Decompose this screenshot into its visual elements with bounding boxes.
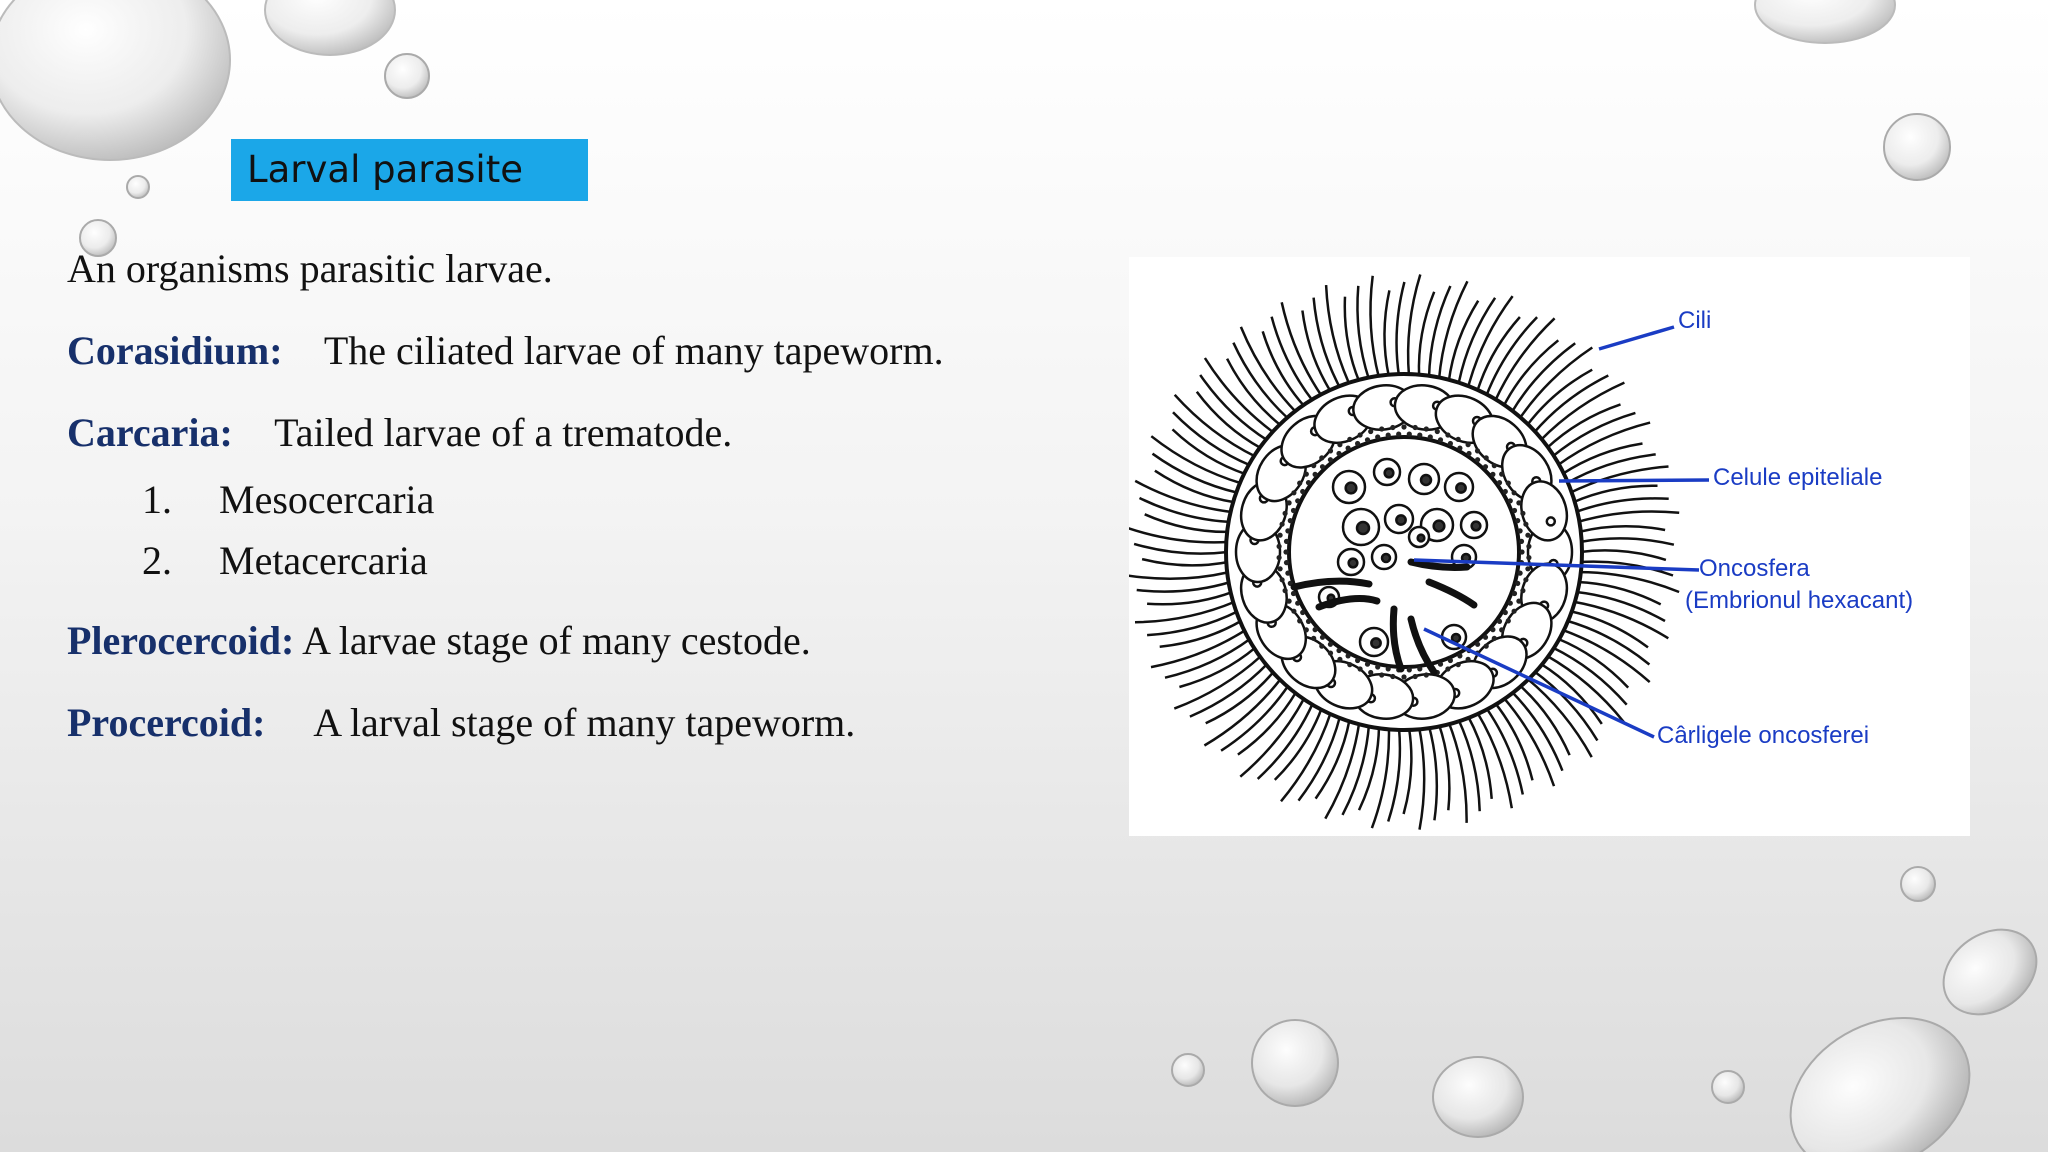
coracidium-figure bbox=[1129, 257, 1970, 836]
granule bbox=[1396, 432, 1401, 437]
granule bbox=[1407, 667, 1412, 672]
granule bbox=[1466, 451, 1471, 456]
definition-plerocercoid-text: A larvae stage of many cestode. bbox=[302, 618, 811, 663]
granule bbox=[1355, 658, 1360, 663]
cilium bbox=[1580, 538, 1674, 544]
inner-membrane bbox=[1289, 437, 1519, 667]
granule bbox=[1295, 498, 1300, 503]
granule bbox=[1379, 672, 1384, 677]
cilium bbox=[1137, 582, 1231, 592]
cilium bbox=[1419, 292, 1434, 377]
granule bbox=[1337, 442, 1342, 447]
granule bbox=[1483, 464, 1488, 469]
granule bbox=[1336, 451, 1341, 456]
granule bbox=[1492, 636, 1497, 641]
granule bbox=[1358, 432, 1363, 437]
cilium bbox=[1449, 722, 1467, 823]
granule bbox=[1520, 511, 1525, 516]
cilium bbox=[1145, 514, 1229, 532]
granule bbox=[1284, 560, 1289, 565]
granule bbox=[1515, 518, 1520, 523]
cilium bbox=[1384, 290, 1389, 376]
list-number-1: 1. bbox=[142, 477, 172, 522]
cilium bbox=[1370, 276, 1379, 378]
granule bbox=[1320, 635, 1325, 640]
granule bbox=[1379, 426, 1384, 431]
cilium bbox=[1155, 471, 1235, 503]
nucleus-dot bbox=[1346, 483, 1357, 494]
granule bbox=[1328, 457, 1333, 462]
granule bbox=[1490, 627, 1495, 632]
granule bbox=[1401, 674, 1406, 679]
cilium bbox=[1404, 728, 1412, 814]
granule bbox=[1525, 533, 1530, 538]
granule bbox=[1328, 448, 1333, 453]
cilium bbox=[1579, 526, 1665, 532]
nucleus-dot bbox=[1456, 483, 1465, 492]
cilium bbox=[1580, 550, 1666, 560]
granule bbox=[1313, 472, 1318, 477]
granule bbox=[1484, 644, 1489, 649]
slide-title: Larval parasite bbox=[231, 139, 588, 201]
granule bbox=[1346, 446, 1351, 451]
granule bbox=[1287, 500, 1292, 505]
granule bbox=[1466, 442, 1471, 447]
list-number-2: 2. bbox=[142, 538, 172, 583]
granule bbox=[1390, 674, 1395, 679]
granule bbox=[1283, 588, 1288, 593]
granule bbox=[1475, 642, 1480, 647]
granule bbox=[1413, 674, 1418, 679]
cilium bbox=[1153, 454, 1239, 493]
cilium bbox=[1429, 726, 1437, 820]
granule bbox=[1448, 658, 1453, 663]
granule bbox=[1523, 577, 1528, 582]
granule bbox=[1311, 463, 1316, 468]
granule bbox=[1300, 610, 1305, 615]
cilium bbox=[1299, 716, 1341, 801]
cilium bbox=[1557, 639, 1628, 688]
granule bbox=[1518, 571, 1523, 576]
granule bbox=[1492, 463, 1497, 468]
cilium bbox=[1147, 592, 1233, 604]
granule bbox=[1424, 426, 1429, 431]
cilium bbox=[1275, 708, 1322, 780]
cell-nucleus bbox=[1547, 517, 1555, 525]
granule bbox=[1525, 566, 1530, 571]
granule bbox=[1438, 437, 1443, 442]
definition-corasidium-text: The ciliated larvae of many tapeworm. bbox=[323, 328, 944, 373]
list-item-metacercaria: Metacercaria bbox=[219, 538, 428, 583]
granule bbox=[1355, 441, 1360, 446]
term-plerocercoid: Plerocercoid: bbox=[67, 618, 295, 663]
cilium bbox=[1325, 722, 1359, 818]
granule bbox=[1337, 657, 1342, 662]
granule bbox=[1520, 588, 1525, 593]
granule bbox=[1456, 437, 1461, 442]
label-carligele-oncosferei: Cârligele oncosferei bbox=[1657, 722, 1870, 749]
granule bbox=[1297, 618, 1302, 623]
granule bbox=[1368, 670, 1373, 675]
cilium bbox=[1575, 498, 1668, 512]
granule bbox=[1417, 666, 1422, 671]
granule bbox=[1499, 627, 1504, 632]
cilium bbox=[1579, 572, 1679, 592]
granule bbox=[1304, 472, 1309, 477]
cilium bbox=[1486, 317, 1537, 396]
granule bbox=[1526, 544, 1531, 549]
cilium bbox=[1419, 727, 1424, 829]
granule bbox=[1346, 653, 1351, 658]
granule bbox=[1306, 619, 1311, 624]
granule bbox=[1417, 433, 1422, 438]
granule bbox=[1358, 666, 1363, 671]
definition-procercoid bbox=[67, 699, 855, 746]
nucleus-dot bbox=[1418, 535, 1425, 542]
definition-corasidium bbox=[67, 327, 944, 374]
granule bbox=[1365, 662, 1370, 667]
granule bbox=[1497, 480, 1502, 485]
cilium bbox=[1570, 611, 1648, 647]
cilium bbox=[1577, 511, 1679, 522]
granule bbox=[1490, 472, 1495, 477]
granule bbox=[1424, 672, 1429, 677]
granule bbox=[1280, 577, 1285, 582]
granule bbox=[1375, 434, 1380, 439]
cilium bbox=[1314, 298, 1341, 388]
granule bbox=[1407, 432, 1412, 437]
term-corasidium: Corasidium: bbox=[67, 328, 283, 373]
granule bbox=[1457, 446, 1462, 451]
definition-procercoid-text: A larval stage of many tapeworm. bbox=[313, 700, 856, 745]
nucleus-dot bbox=[1421, 475, 1431, 485]
cilium bbox=[1263, 331, 1305, 406]
granule bbox=[1328, 651, 1333, 656]
granule bbox=[1304, 627, 1309, 632]
granule bbox=[1311, 636, 1316, 641]
list-item-mesocercaria: Mesocercaria bbox=[219, 477, 435, 522]
intro-text: An organisms parasitic larvae. bbox=[67, 246, 553, 291]
term-carcaria: Carcaria: bbox=[67, 410, 233, 455]
granule bbox=[1277, 555, 1282, 560]
label-celule-epiteliale: Celule epiteliale bbox=[1713, 464, 1883, 491]
granule bbox=[1448, 441, 1453, 446]
granule bbox=[1506, 618, 1511, 623]
granule bbox=[1508, 498, 1513, 503]
granule bbox=[1288, 518, 1293, 523]
granule bbox=[1291, 609, 1296, 614]
cilium bbox=[1316, 719, 1350, 798]
granule bbox=[1285, 571, 1290, 576]
term-procercoid: Procercoid: bbox=[67, 700, 266, 745]
granule bbox=[1280, 522, 1285, 527]
granule bbox=[1506, 481, 1511, 486]
granule bbox=[1328, 642, 1333, 647]
granule bbox=[1386, 433, 1391, 438]
granule bbox=[1401, 424, 1406, 429]
granule bbox=[1516, 500, 1521, 505]
cilium bbox=[1573, 486, 1658, 503]
nucleus-dot bbox=[1357, 522, 1369, 534]
granule bbox=[1313, 627, 1318, 632]
granule bbox=[1297, 481, 1302, 486]
granule bbox=[1287, 599, 1292, 604]
definition-plerocercoid bbox=[67, 617, 811, 664]
granule bbox=[1320, 464, 1325, 469]
cilium bbox=[1357, 286, 1369, 380]
granule bbox=[1497, 619, 1502, 624]
granule bbox=[1283, 511, 1288, 516]
label-embrionul-hexacant: (Embrionul hexacant) bbox=[1685, 587, 1914, 614]
cilium bbox=[1439, 725, 1449, 811]
cilium bbox=[1129, 572, 1229, 579]
definition-carcaria-text: Tailed larvae of a trematode. bbox=[274, 410, 733, 455]
definition-carcaria bbox=[67, 409, 732, 456]
nucleus-dot bbox=[1396, 515, 1405, 524]
granule bbox=[1390, 425, 1395, 430]
granule bbox=[1386, 666, 1391, 671]
granule bbox=[1483, 635, 1488, 640]
granule bbox=[1375, 664, 1380, 669]
granule bbox=[1503, 610, 1508, 615]
cilium bbox=[1134, 544, 1228, 554]
granule bbox=[1512, 609, 1517, 614]
granule bbox=[1457, 653, 1462, 658]
granule bbox=[1466, 657, 1471, 662]
granule bbox=[1368, 429, 1373, 434]
granule bbox=[1526, 555, 1531, 560]
granule bbox=[1512, 508, 1517, 513]
cilium bbox=[1546, 404, 1620, 448]
granule bbox=[1319, 455, 1324, 460]
cilium bbox=[1397, 282, 1405, 376]
granule bbox=[1475, 457, 1480, 462]
granule bbox=[1283, 549, 1288, 554]
granule bbox=[1291, 490, 1296, 495]
granule bbox=[1319, 644, 1324, 649]
granule bbox=[1278, 533, 1283, 538]
granule bbox=[1515, 581, 1520, 586]
nucleus-dot bbox=[1472, 522, 1481, 531]
granule bbox=[1435, 429, 1440, 434]
granule bbox=[1523, 522, 1528, 527]
cilium bbox=[1173, 429, 1247, 474]
granule bbox=[1347, 437, 1352, 442]
cilium bbox=[1573, 602, 1668, 639]
cilium bbox=[1486, 708, 1523, 795]
granule bbox=[1291, 508, 1296, 513]
granule bbox=[1445, 432, 1450, 437]
granule bbox=[1516, 599, 1521, 604]
cilium bbox=[1477, 317, 1520, 392]
granule bbox=[1295, 601, 1300, 606]
granule bbox=[1285, 528, 1290, 533]
cilium bbox=[1372, 727, 1389, 828]
cilium bbox=[1495, 703, 1533, 781]
cilium bbox=[1129, 528, 1228, 543]
granule bbox=[1456, 662, 1461, 667]
nucleus-dot bbox=[1349, 559, 1358, 568]
granule bbox=[1499, 472, 1504, 477]
granule bbox=[1306, 480, 1311, 485]
granule bbox=[1508, 601, 1513, 606]
granule bbox=[1475, 448, 1480, 453]
cilium bbox=[1468, 296, 1513, 388]
nucleus-dot bbox=[1434, 521, 1445, 532]
nucleus-dot bbox=[1385, 469, 1394, 478]
granule bbox=[1512, 591, 1517, 596]
cilium bbox=[1566, 621, 1649, 665]
granule bbox=[1519, 539, 1524, 544]
granule bbox=[1347, 662, 1352, 667]
granule bbox=[1438, 662, 1443, 667]
cilium bbox=[1151, 630, 1246, 667]
granule bbox=[1518, 528, 1523, 533]
granule bbox=[1484, 455, 1489, 460]
label-oncosfera: Oncosfera bbox=[1699, 555, 1810, 582]
granule bbox=[1300, 489, 1305, 494]
granule bbox=[1503, 489, 1508, 494]
cilium bbox=[1477, 712, 1512, 808]
granule bbox=[1512, 490, 1517, 495]
cilium bbox=[1179, 647, 1256, 687]
granule bbox=[1277, 544, 1282, 549]
cilium bbox=[1142, 559, 1228, 565]
granule bbox=[1365, 437, 1370, 442]
granule bbox=[1278, 566, 1283, 571]
granule bbox=[1445, 666, 1450, 671]
nucleus-dot bbox=[1382, 554, 1390, 562]
granule bbox=[1291, 591, 1296, 596]
granule bbox=[1428, 434, 1433, 439]
cilium bbox=[1458, 298, 1495, 385]
granule bbox=[1336, 648, 1341, 653]
granule bbox=[1284, 539, 1289, 544]
nucleus-dot bbox=[1371, 638, 1380, 647]
label-cili: Cili bbox=[1678, 307, 1712, 334]
granule bbox=[1413, 425, 1418, 430]
granule bbox=[1519, 549, 1524, 554]
